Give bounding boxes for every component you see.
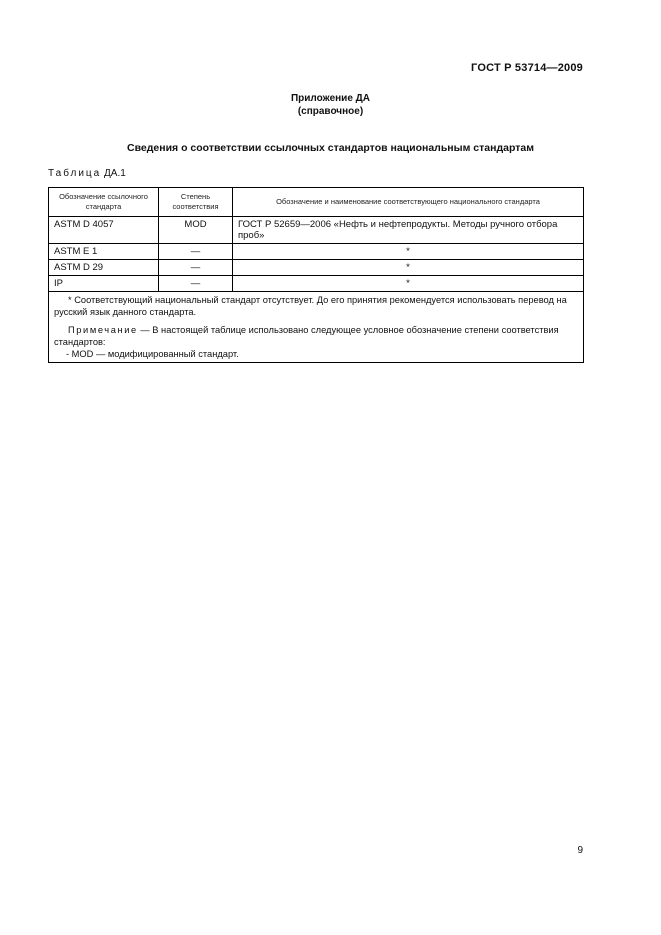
table-notes-row xyxy=(49,292,584,363)
table-header-row xyxy=(49,188,584,217)
table-notes xyxy=(49,292,584,363)
cell-ref: ASTM D 29 xyxy=(49,260,159,276)
note-item-mod: - MOD — модифицированный стандарт. xyxy=(66,349,239,359)
appendix-heading xyxy=(0,92,661,118)
cell-national: * xyxy=(233,244,584,260)
cell-national: ГОСТ Р 52659—2006 «Нефть и нефтепродукты. Методы ручного отбора проб» xyxy=(233,217,584,244)
cell-ref: IP xyxy=(49,276,159,292)
reference-standards-table xyxy=(48,187,584,363)
cell-ref: ASTM E 1 xyxy=(49,244,159,260)
note-text: — В настоящей таблице использовано следующее условное обозначение степени соответствия стандартов: xyxy=(54,325,559,347)
cell-ref: ASTM D 4057 xyxy=(49,217,159,244)
header-national-standard: Обозначение и наименование соответствующего национального стандарта xyxy=(233,188,584,217)
table-caption-word: Таблица xyxy=(48,168,102,179)
page-number: 9 xyxy=(577,845,583,856)
table-row xyxy=(49,217,584,244)
appendix-title: Приложение ДА xyxy=(290,93,371,104)
cell-degree: — xyxy=(159,244,233,260)
table-row xyxy=(49,260,584,276)
table-footnote: * Соответствующий национальный стандарт отсутствует. До его принятия рекомендуется использовать перевод на русский язык данного стандарта. xyxy=(54,295,567,317)
document-code: ГОСТ Р 53714—2009 xyxy=(471,62,583,74)
table-note xyxy=(54,324,578,348)
header-reference-standard: Обозначение ссылочного стандарта xyxy=(49,188,159,217)
table-row xyxy=(49,276,584,292)
note-label: Примечание xyxy=(68,325,138,335)
table-caption xyxy=(48,168,126,179)
header-degree: Степень соответствия xyxy=(159,188,233,217)
section-title: Сведения о соответствии ссылочных стандартов национальным стандартам xyxy=(127,142,534,154)
table-row xyxy=(49,244,584,260)
cell-degree: MOD xyxy=(159,217,233,244)
table-caption-number: ДА.1 xyxy=(104,168,126,179)
appendix-subtitle: (справочное) xyxy=(297,106,364,117)
cell-national: * xyxy=(233,276,584,292)
cell-degree: — xyxy=(159,276,233,292)
cell-degree: — xyxy=(159,260,233,276)
cell-national: * xyxy=(233,260,584,276)
